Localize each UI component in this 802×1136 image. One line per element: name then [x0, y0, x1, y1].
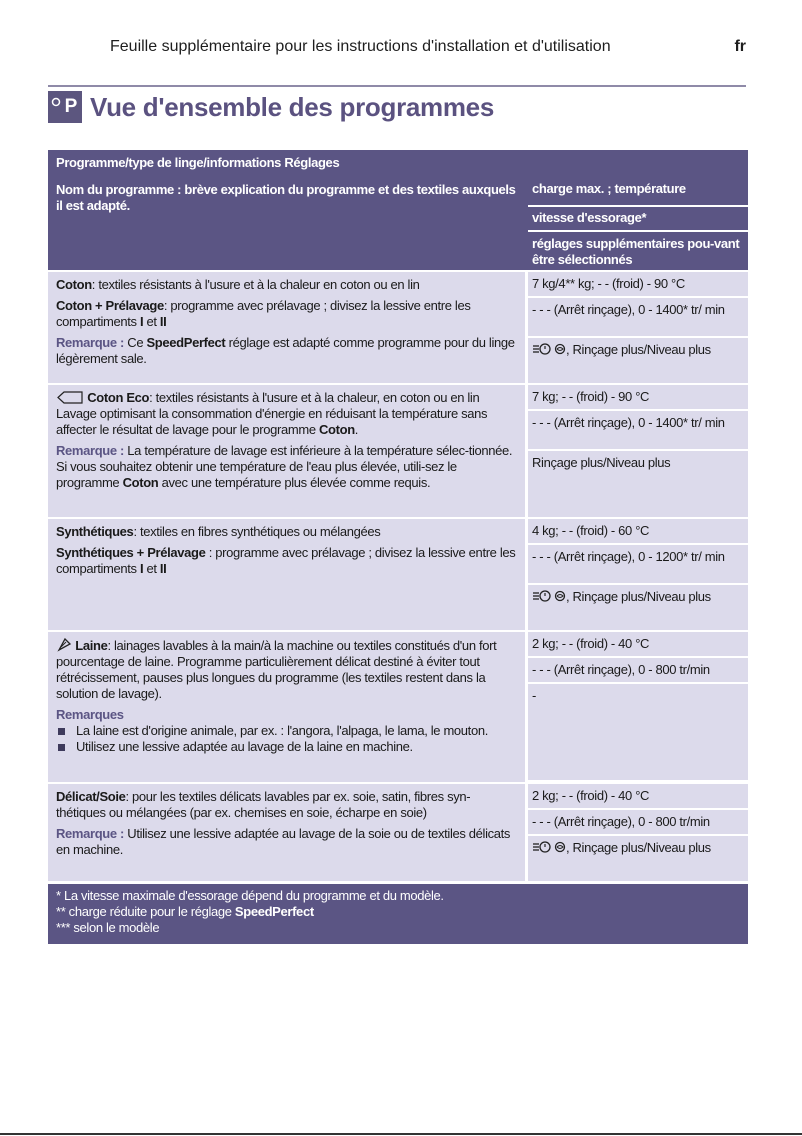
speedperfect-icon	[532, 840, 566, 854]
spin-cell: - - - (Arrêt rinçage), 0 - 1200* tr/ min	[528, 545, 748, 583]
load-temp-cell: 4 kg; - - (froid) - 60 °C	[528, 519, 748, 543]
options-cell: Rinçage plus/Niveau plus	[528, 451, 748, 517]
hand-icon	[51, 97, 65, 109]
spin-cell: - - - (Arrêt rinçage), 0 - 1400* tr/ min	[528, 298, 748, 336]
options-cell: , Rinçage plus/Niveau plus	[528, 585, 748, 630]
header-col-options: réglages supplémentaires pou-vant être sélectionnés	[528, 230, 748, 270]
table-header	[48, 150, 748, 270]
header-col-spin: vitesse d'essorage*	[528, 205, 748, 227]
options-cell: , Rinçage plus/Niveau plus	[528, 836, 748, 881]
spin-cell: - - - (Arrêt rinçage), 0 - 800 tr/min	[528, 658, 748, 682]
speedperfect-icon	[532, 342, 566, 356]
table-footnotes	[48, 884, 748, 944]
wool-icon	[56, 637, 72, 652]
options-cell: , Rinçage plus/Niveau plus	[528, 338, 748, 383]
programme-icon: P	[48, 91, 82, 123]
programme-settings	[528, 519, 748, 632]
load-temp-cell: 2 kg; - - (froid) - 40 °C	[528, 632, 748, 656]
header-line2: Nom du programme : brève explication du programme et des textiles auxquels il est adapté.	[56, 182, 516, 213]
page-bottom-rule	[0, 1133, 802, 1135]
programme-row-synthetiques	[48, 517, 748, 630]
programme-description: Synthétiques: textiles en fibres synthétiques ou mélangées Synthétiques + Prélavage : programme avec prélavage ; divisez la lessive entre les compartiments I et II	[48, 519, 525, 630]
load-temp-cell: 7 kg; - - (froid) - 90 °C	[528, 385, 748, 409]
footnote-2: ** charge réduite pour le réglage SpeedPerfect	[56, 904, 314, 919]
programme-description: Coton Eco: textiles résistants à l'usure et à la chaleur, en coton ou en lin Lavage optimisant la consommation d'énergie en réduisant la température sans affecter le résultat de lavage pour le programme Coton. Remarque : La température de lavage est inférieure à la température sélec-tionnée. Si vous souhaitez obtenir une température de l'eau plus élevée, utili-sez le programme Coton avec une température plus élevée comme requis.	[48, 385, 525, 517]
eco-icon	[56, 391, 84, 404]
remark-label: Remarque :	[56, 443, 125, 458]
list-item: Utilisez une lessive adaptée au lavage de la laine en machine.	[56, 739, 519, 755]
remark-label: Remarque :	[56, 826, 125, 841]
spin-cell: - - - (Arrêt rinçage), 0 - 800 tr/min	[528, 810, 748, 834]
options-cell: -	[528, 684, 748, 780]
title-rule	[48, 85, 746, 87]
header-text: Feuille supplémentaire pour les instructions d'installation et d'utilisation	[110, 38, 611, 55]
load-temp-cell: 7 kg/4** kg; - - (froid) - 90 °C	[528, 272, 748, 296]
programme-description: Laine: lainages lavables à la main/à la machine ou textiles constitués d'un fort pourcentage de laine. Programme particulièrement délicat destiné à éviter tout rétrécissement, pauses plus longues du programme (les textiles restent dans la solution de lavage). Remarques La laine est d'origine animale, par ex. : l'angora, l'alpaga, le lama, le mouton. Utilisez une lessive adaptée au lavage de la laine en machine.	[48, 632, 525, 782]
list-item: La laine est d'origine animale, par ex. : l'angora, l'alpaga, le lama, le mouton.	[56, 723, 519, 739]
page-header	[110, 39, 750, 55]
spin-cell: - - - (Arrêt rinçage), 0 - 1400* tr/ min	[528, 411, 748, 449]
remark-label: Remarque :	[56, 335, 125, 350]
remarks-label: Remarques	[56, 707, 124, 722]
header-line1: Programme/type de linge/informations Réglages	[56, 155, 340, 170]
section-title	[48, 90, 494, 124]
programme-table	[48, 150, 748, 881]
programme-row-delicat-soie	[48, 782, 748, 881]
footnote-1: * La vitesse maximale d'essorage dépend du programme et du modèle.	[56, 888, 444, 903]
programme-settings	[528, 385, 748, 519]
programme-settings	[528, 784, 748, 883]
page-title: Vue d'ensemble des programmes	[90, 91, 494, 122]
load-temp-cell: 2 kg; - - (froid) - 40 °C	[528, 784, 748, 808]
programme-settings	[528, 632, 748, 782]
header-col-load: charge max. ; température	[532, 181, 686, 196]
programme-row-coton-eco	[48, 383, 748, 517]
speedperfect-icon	[532, 589, 566, 603]
programme-description: Délicat/Soie: pour les textiles délicats lavables par ex. soie, satin, fibres syn-thétiques ou mélangées (par ex. chemises en soie, écharpe en soie) Remarque : Utilisez une lessive adaptée au lavage de la soie ou de textiles délicats en machine.	[48, 784, 525, 881]
programme-description: Coton: textiles résistants à l'usure et à la chaleur en coton ou en lin Coton + Prélavage: programme avec prélavage ; divisez la lessive entre les compartiments I et II Remarque : Ce SpeedPerfect réglage est adapté comme programme pour du linge légèrement sale.	[48, 272, 525, 383]
programme-row-coton	[48, 270, 748, 383]
programme-row-laine	[48, 630, 748, 782]
footnote-3: *** selon le modèle	[56, 920, 160, 935]
language-code: fr	[734, 38, 746, 55]
programme-settings	[528, 272, 748, 385]
